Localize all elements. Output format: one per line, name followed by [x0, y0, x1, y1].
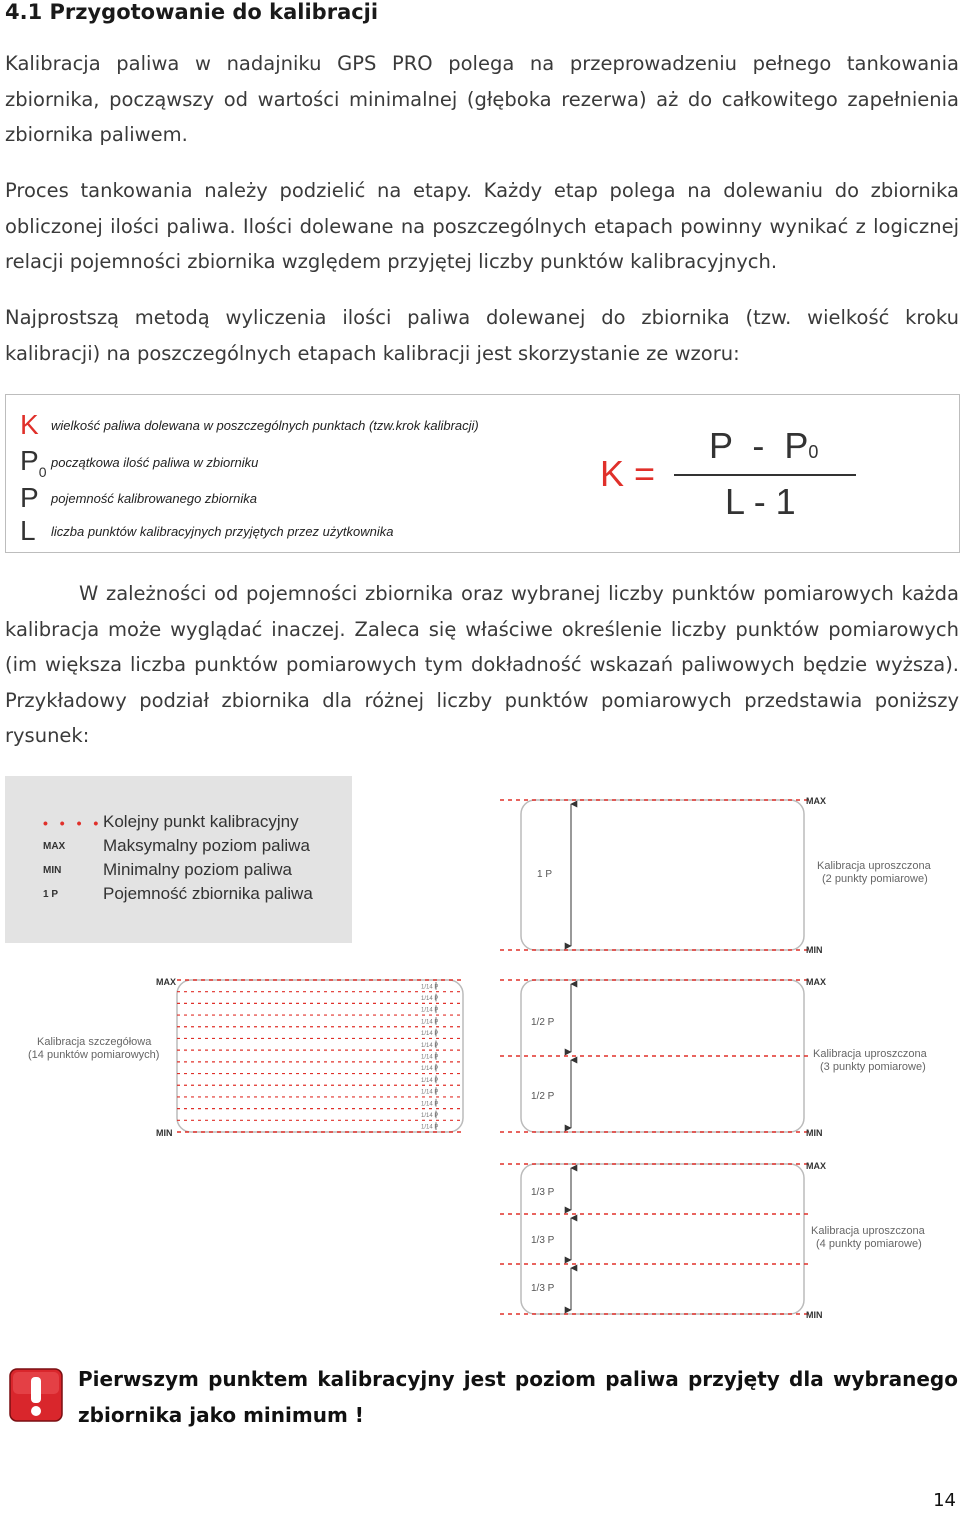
legend-text-k: wielkość paliwa dolewana w poszczególnych punktach (tzw.krok kalibracji)	[51, 418, 479, 433]
formula-numerator-sub: 0	[808, 442, 819, 462]
tank-2-caption-1: Kalibracja uproszczona	[817, 860, 931, 872]
legend-row-point: • • • •Kolejny punkt kalibracyjny	[43, 812, 299, 831]
dots-marker: • • • •	[43, 814, 103, 831]
legend-text-l: liczba punktów kalibracyjnych przyjętych przez użytkownika	[51, 524, 394, 539]
tank-3-min-label: MIN	[806, 1128, 823, 1138]
formula-numerator: P - P0	[709, 425, 819, 466]
fraction-line	[674, 474, 856, 476]
formula-box	[5, 394, 960, 553]
max-marker: MAX	[43, 841, 66, 853]
calibration-notice: Pierwszym punktem kalibracyjny jest poziom paliwa przyjęty dla wybranego zbiornika jako minimum !	[78, 1367, 958, 1427]
tank-3-segment-2: 1/2 P	[531, 1091, 555, 1102]
tank-4-caption-1: Kalibracja uproszczona	[811, 1225, 925, 1237]
tank-14-segment-label: 1/14 P	[421, 1054, 439, 1061]
tank-14-segment-label: 1/14 P	[421, 1042, 439, 1049]
legend-row-capacity: 1 P Pojemność zbiornika paliwa	[43, 884, 313, 903]
tank-3-max-label: MAX	[806, 977, 826, 987]
capacity-marker: 1 P	[43, 889, 59, 901]
legend-text-p: pojemność kalibrowanego zbiornika	[51, 491, 257, 506]
tank-14-segment-label: 1/14 P	[421, 1101, 439, 1108]
tank-14-segment-label: 1/14 P	[421, 1077, 439, 1084]
section-heading: 4.1 Przygotowanie do kalibracji	[5, 0, 379, 24]
formula-lhs: K =	[600, 453, 656, 494]
paragraph-stages: Proces tankowania należy podzielić na etapy. Każdy etap polega na dolewaniu do zbiornika obliczonej ilości paliwa. Ilości dolewane na poszczególnych etapach powinny wynikać z logicznej relacji pojemności zbiornika względem przyjętej liczby punktów kalibracyjnych.	[5, 179, 959, 273]
tank-14-segment-label: 1/14 P	[421, 1031, 439, 1038]
tank-3-points	[500, 977, 928, 1138]
legend-letter-p: P	[20, 482, 39, 513]
tank-14-segment-label: 1/14 P	[421, 996, 439, 1003]
tank-2-min-label: MIN	[806, 945, 823, 955]
tank-2-segment: 1 P	[537, 869, 553, 880]
paragraph-method: Najprostszą metodą wyliczenia ilości paliwa dolewanej do zbiornika (tzw. wielkość kroku kalibracji) na poszczególnych etapach kalibracji jest skorzystanie ze wzoru:	[5, 306, 959, 365]
tank-14-segment-label: 1/14 P	[421, 1124, 439, 1131]
tank-14-segment-label: 1/14 P	[421, 1112, 439, 1119]
tank-4-segment-3: 1/3 P	[531, 1283, 555, 1294]
tank-14-segment-label: 1/14 P	[421, 1066, 439, 1073]
tank-4-caption-2: (4 punkty pomiarowe)	[816, 1238, 922, 1250]
tank-3-caption-1: Kalibracja uproszczona	[813, 1048, 927, 1060]
tank-14-segment-label: 1/14 P	[421, 984, 439, 991]
legend-row-max: MAX Maksymalny poziom paliwa	[43, 836, 310, 855]
tank-3-segment-1: 1/2 P	[531, 1017, 555, 1028]
tank-3-caption-2: (3 punkty pomiarowe)	[820, 1061, 926, 1073]
tank-4-segment-1: 1/3 P	[531, 1187, 555, 1198]
min-marker: MIN	[43, 865, 62, 877]
tank-4-points	[500, 1161, 926, 1320]
tank-14-caption-1: Kalibracja szczegółowa	[37, 1036, 152, 1048]
page-number: 14	[933, 1490, 956, 1511]
tank-4-segment-2: 1/3 P	[531, 1235, 555, 1246]
legend-letter-p0: $P_0$	[20, 445, 47, 480]
tank-14-segment-label: 1/14 P	[421, 1019, 439, 1026]
legend-row-min: MIN Minimalny poziom paliwa	[43, 860, 292, 879]
tank-14-points	[28, 977, 463, 1138]
paragraph-after-formula: W zależności od pojemności zbiornika oraz wybranej liczby punktów pomiarowych każda kalibracja może wyglądać inaczej. Zaleca się właściwe określenie liczby punktów pomiarowych (im większa liczba punktów pomiarowych tym dokładność wskazań paliwowych będzie wyższa). Przykładowy podział zbiornika dla różnej liczby punktów pomiarowych przedstawia poniższy rysunek:	[5, 582, 959, 747]
tank-14-segment-label: 1/14 P	[421, 1007, 439, 1014]
legend-letter-k: K	[20, 409, 39, 440]
warning-icon	[9, 1368, 63, 1422]
tank-4-min-label: MIN	[806, 1310, 823, 1320]
tank-2-max-label: MAX	[806, 796, 826, 806]
legend-sub-p0: 0	[38, 464, 47, 480]
legend-letter-l: L	[20, 515, 36, 546]
tank-14-caption-2: (14 punktów pomiarowych)	[28, 1049, 160, 1061]
tank-diagrams	[0, 780, 960, 1340]
paragraph-intro: Kalibracja paliwa w nadajniku GPS PRO polega na przeprowadzeniu pełnego tankowania zbiornika, począwszy od wartości minimalnej (głęboka rezerwa) aż do całkowitego zapełnienia zbiornika paliwem.	[5, 52, 959, 146]
tank-14-segment-label: 1/14 P	[421, 1089, 439, 1096]
tank-14-min-label: MIN	[156, 1128, 173, 1138]
tank-14-max-label: MAX	[156, 977, 176, 987]
tank-2-caption-2: (2 punkty pomiarowe)	[822, 873, 928, 885]
tank-4-max-label: MAX	[806, 1161, 826, 1171]
formula-denominator: L - 1	[725, 481, 796, 522]
legend-text-p0: początkowa ilość paliwa w zbiorniku	[51, 455, 259, 470]
tank-2-points	[500, 796, 932, 955]
